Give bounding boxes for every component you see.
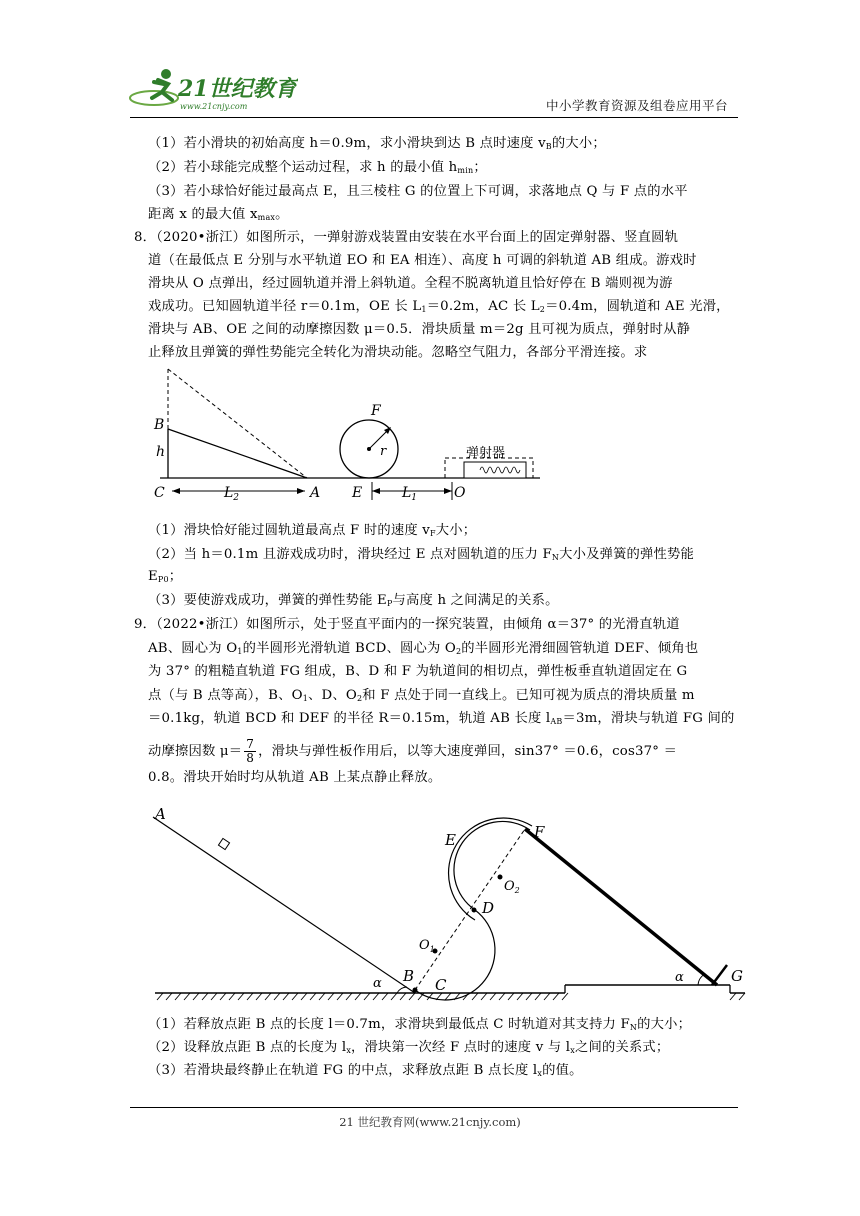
ground-hatch <box>553 993 559 1000</box>
ground-hatch <box>739 993 745 1000</box>
ground-hatch <box>472 993 478 1000</box>
q9-label-C: C <box>435 976 447 994</box>
q9-label-E: E <box>445 831 456 849</box>
ground-hatch <box>544 993 550 1000</box>
q9-label-A: A <box>155 805 166 823</box>
ground-hatch <box>730 993 736 1000</box>
ground-hatch <box>535 993 541 1000</box>
ground-hatch <box>346 993 352 1000</box>
q9-line5: ＝0.1kg，轨道 BCD 和 DEF 的半径 R＝0.15m，轨道 AB 长度 $l_{AB}=3m$，滑块与轨道 FG 间的 <box>148 711 735 726</box>
q9-line1: 9．（2022•浙江）如图所示，处于竖直平面内的一探究装置，由倾角 α＝37° 的光滑直轨道 <box>134 617 680 632</box>
q7-part1: （1）若小滑块的初始高度 h＝0.9m，求小滑块到达 B 点时速度 $v_B$的大小； <box>148 136 606 151</box>
logo-text: 21世纪教育 <box>178 76 297 102</box>
ground-hatch <box>247 993 253 1000</box>
site-logo <box>128 62 298 114</box>
q8-sub2-cont: $E_{P0}$； <box>148 569 183 584</box>
ground-hatch <box>319 993 325 1000</box>
ground-hatch <box>193 993 199 1000</box>
q8-label-C: C <box>154 485 165 501</box>
q9-label-G: G <box>731 967 743 985</box>
q7-part3-line1: （3）若小球恰好能过最高点 E，且三棱柱 G 的位置上下可调，求落地点 Q 与 F 点的水平 <box>148 184 688 199</box>
q9-diagram <box>145 795 755 1010</box>
q8-label-O: O <box>454 485 466 501</box>
ground-hatch <box>499 993 505 1000</box>
q9-label-B: B <box>403 967 415 985</box>
q9-line6: 动摩擦因数 μ＝ $\frac{7}{8}$ ，滑块与弹性板作用后，以等大速度弹回，sin37° ＝0.6，cos37° ＝ <box>148 737 678 765</box>
q7-part3-line2: 距离 x 的最大值 $x_{max}$。 <box>148 207 289 222</box>
logo-url: www.21cnjy.com <box>180 102 248 111</box>
ground-hatch <box>175 993 181 1000</box>
q8-line3: 滑块从 O 点弹出，经过圆轨道并滑上斜轨道。全程不脱离轨道且恰好停在 B 端则视为游 <box>148 276 673 291</box>
ground-hatch <box>292 993 298 1000</box>
q9-label-alpha-left: α <box>373 976 382 991</box>
q9-line3: 为 37° 的粗糙直轨道 FG 组成，B、D 和 F 为轨道间的相切点，弹性板垂直轨道固定在 G <box>148 664 688 679</box>
ground-hatch <box>364 993 370 1000</box>
ground-hatch <box>355 993 361 1000</box>
footer-divider <box>130 1107 738 1108</box>
q8-diagram <box>140 365 550 510</box>
ground-hatch <box>274 993 280 1000</box>
ground-hatch <box>220 993 226 1000</box>
header-divider <box>130 117 738 118</box>
q9-label-F: F <box>534 823 545 841</box>
q9-sub3: （3）若滑块最终静止在轨道 FG 的中点，求释放点距 B 点长度 $l_x$的值。 <box>148 1063 583 1078</box>
ground-hatch <box>256 993 262 1000</box>
q9-label-O1: $O_1$ <box>419 938 435 954</box>
q8-line6: 止释放且弹簧的弹性势能完全转化为滑块动能。忽略空气阻力，各部分平滑连接。求 <box>148 345 648 360</box>
q8-label-r: r <box>380 444 387 459</box>
ground-hatch <box>445 993 451 1000</box>
q8-label-h: h <box>156 444 166 460</box>
q9-line2: AB、圆心为 $O_1$的半圆形光滑轨道 BCD、圆心为 $O_2$的半圆形光滑细圆管轨道 DEF、倾角也 <box>148 641 699 656</box>
ground-hatch <box>184 993 190 1000</box>
footer-text[interactable]: 21 世纪教育网(www.21cnjy.com) <box>339 1115 521 1129</box>
ground-hatch <box>157 993 163 1000</box>
ground-hatch <box>166 993 172 1000</box>
ground-hatch <box>382 993 388 1000</box>
q9-label-alpha-right: α <box>675 970 684 985</box>
q8-sub3: （3）要使游戏成功，弹簧的弹性势能 $E_P$与高度 h 之间满足的关系。 <box>148 593 559 608</box>
ground-hatch <box>562 993 568 1000</box>
ground-hatch <box>265 993 271 1000</box>
q8-line2: 道（在最低点 E 分别与水平轨道 EO 和 EA 相连）、高度 h 可调的斜轨道 AB 组成。游戏时 <box>148 253 697 268</box>
q8-line4: 戏成功。已知圆轨道半径 r＝0.1m，OE 长 $L_1=0.2m$，AC 长 $L_2=0.4m$，圆轨道和 AE 光滑， <box>148 299 730 314</box>
q9-line7: 0.8。滑块开始时均从轨道 AB 上某点静止释放。 <box>148 770 442 785</box>
q8-sub2: （2）当 h＝0.1m 且游戏成功时，滑块经过 E 点对圆轨道的压力 $F_N$大小及弹簧的弹性势能 <box>148 547 695 562</box>
q9-sub2: （2）设释放点距 B 点的长度为 $l_x$，滑块第一次经 F 点时的速度 v 与 $l_x$之间的关系式； <box>148 1040 670 1055</box>
ground-hatch <box>328 993 334 1000</box>
q8-line5: 滑块与 AB、OE 之间的动摩擦因数 μ＝0.5．滑块质量 m＝2g 且可视为质点，弹射时从静 <box>148 322 691 337</box>
ground-hatch <box>481 993 487 1000</box>
ground-hatch <box>238 993 244 1000</box>
ground-hatch <box>391 993 397 1000</box>
mu-fraction: $\frac{7}{8}$ <box>246 737 255 765</box>
ground-hatch <box>526 993 532 1000</box>
ground-hatch <box>301 993 307 1000</box>
q9-label-D: D <box>482 899 495 917</box>
ground-hatch <box>508 993 514 1000</box>
ground-hatch <box>211 993 217 1000</box>
ground-hatch <box>409 993 415 1000</box>
ground-hatch <box>373 993 379 1000</box>
q9-sub1: （1）若释放点距 B 点的长度 l＝0.7m，求滑块到最低点 C 时轨道对其支持力 $F_N$的大小； <box>148 1017 692 1032</box>
ground-hatch <box>310 993 316 1000</box>
q8-label-F: F <box>371 403 381 419</box>
ground-hatch <box>400 993 406 1000</box>
ground-hatch <box>337 993 343 1000</box>
header-platform-text: 中小学教育资源及组卷应用平台 <box>545 98 728 113</box>
ground-hatch <box>517 993 523 1000</box>
q8-label-B: B <box>154 417 165 433</box>
ground-hatch <box>283 993 289 1000</box>
q8-line1: 8．（2020•浙江）如图所示，一弹射游戏装置由安装在水平台面上的固定弹射器、竖直圆轨 <box>134 230 679 245</box>
q9-label-O2: $O_2$ <box>504 879 520 895</box>
q9-line4: 点（与 B 点等高），B、$O_1$、D、$O_2$和 F 点处于同一直线上。已知可视为质点的滑块质量 m <box>148 688 695 703</box>
q8-label-L1: $L_1$ <box>402 485 418 503</box>
q8-label-E: E <box>352 485 363 501</box>
q8-sub1: （1）滑块恰好能过圆轨道最高点 F 时的速度 $v_F$大小； <box>148 523 477 538</box>
ground-hatch <box>229 993 235 1000</box>
q8-label-A: A <box>310 485 321 501</box>
q7-part2: （2）若小球能完成整个运动过程，求 h 的最小值 $h_{min}$； <box>148 160 487 175</box>
ground-hatch <box>490 993 496 1000</box>
ground-hatch <box>202 993 208 1000</box>
q8-label-L2: $L_2$ <box>224 485 240 503</box>
q8-label-launcher: 弹射器 <box>466 446 506 461</box>
